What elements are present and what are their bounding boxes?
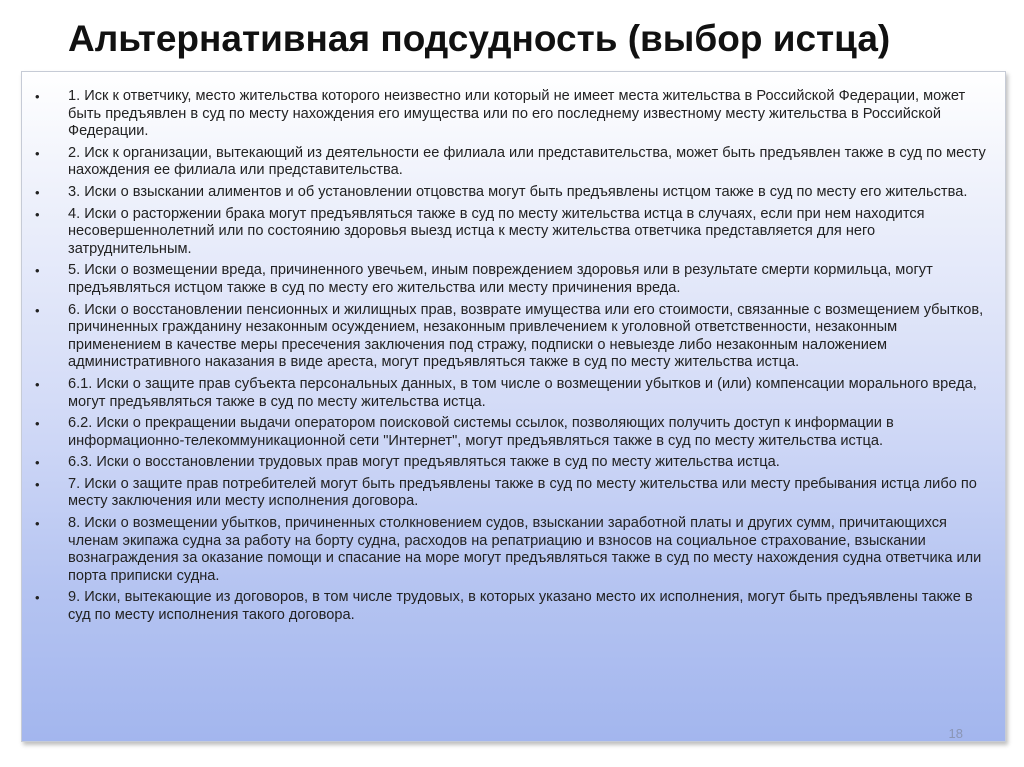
- list-item: [22, 184, 1005, 202]
- list-item-text: 6.1. Иски о защите прав субъекта персональных данных, в том числе о возмещении убытков и (или) компенсации морального вреда, могут предъявляться также в суд по месту жительства истца.: [68, 375, 977, 410]
- bullet-icon: •: [35, 516, 40, 532]
- bullet-icon: •: [35, 263, 40, 279]
- list-item-text: 4. Иски о расторжении брака могут предъявляться также в суд по месту жительства истца в случаях, если при нем находится несовершеннолетний или по состоянию здоровья выезд истца к месту жительства ответчика представляется для него затруднительным.: [68, 205, 925, 257]
- list-item: [22, 88, 1005, 141]
- list-item: [22, 302, 1005, 372]
- bullet-list: [22, 88, 1005, 629]
- list-item-text: 2. Иск к организации, вытекающий из деятельности ее филиала или представительства, может быть предъявлен также в суд по месту нахождения ее филиала или представительства.: [68, 144, 986, 179]
- page-number: 18: [948, 726, 963, 741]
- list-item-text: 6.2. Иски о прекращении выдачи оператором поисковой системы ссылок, позволяющих получить доступ к информации в информационно-телекоммуникационной сети "Интернет", могут предъявляться также в суд по месту жительства истца.: [68, 415, 894, 449]
- list-item-text: 9. Иски, вытекающие из договоров, в том числе трудовых, в которых указано место их исполнения, могут быть предъявлены также в суд по месту исполнения такого договора.: [68, 589, 973, 624]
- list-item-text: 1. Иск к ответчику, место жительства которого неизвестно или который не имеет места жительства в Российской Федерации, может быть предъявлен в суд по месту нахождения его имущества или по его последнему известному месту жительства в Российской Федерации.: [68, 88, 966, 140]
- content-box: [21, 71, 1006, 742]
- bullet-icon: •: [35, 455, 40, 471]
- list-item-text: 6.3. Иски о восстановлении трудовых прав могут предъявляться также в суд по месту жительства истца.: [68, 454, 780, 471]
- list-item: [22, 376, 1005, 411]
- bullet-icon: •: [35, 376, 40, 392]
- bullet-icon: •: [35, 206, 40, 222]
- list-item: [22, 589, 1005, 624]
- list-item: [22, 515, 1005, 585]
- list-item-text: 5. Иски о возмещении вреда, причиненного увечьем, иным повреждением здоровья или в результате смерти кормильца, могут предъявляться истцом также в суд по месту его жительства или месту причинения вреда.: [68, 262, 933, 296]
- list-item: [22, 145, 1005, 180]
- bullet-icon: •: [35, 476, 40, 492]
- list-item-text: 3. Иски о взыскании алиментов и об установлении отцовства могут быть предъявлены истцом также в суд по месту его жительства.: [68, 183, 968, 200]
- bullet-icon: •: [35, 89, 40, 104]
- bullet-icon: •: [35, 416, 40, 432]
- bullet-icon: •: [35, 184, 40, 200]
- list-item: [22, 476, 1005, 511]
- list-item: [22, 415, 1005, 450]
- list-item: [22, 262, 1005, 297]
- bullet-icon: •: [35, 145, 40, 161]
- list-item: [22, 454, 1005, 472]
- list-item: [22, 206, 1005, 259]
- list-item-text: 7. Иски о защите прав потребителей могут быть предъявлены также в суд по месту жительства или месту пребывания истца либо по месту заключения или месту исполнения договора.: [68, 475, 977, 510]
- list-item-text: 8. Иски о возмещении убытков, причиненных столкновением судов, взыскании заработной платы и других сумм, причитающихся членам экипажа судна за работу на борту судна, расходов на репатриацию и взносов на социальное страхование, взыскании вознаграждения за оказание помощи и спасание на море могут предъявляться также в суд по месту нахождения судна ответчика или порта приписки судна.: [68, 515, 982, 584]
- bullet-icon: •: [35, 302, 40, 318]
- list-item-text: 6. Иски о восстановлении пенсионных и жилищных прав, возврате имущества или его стоимости, связанные с возмещением убытков, причиненных гражданину незаконным осуждением, незаконным привлечением к уголовной ответственности, незаконным применением в качестве меры пресечения заключения под стражу, подписки о невыезде либо незаконным наложением административного наказания в виде ареста, могут предъявляться также в суд по месту жительства истца.: [68, 301, 984, 371]
- bullet-icon: •: [35, 590, 40, 606]
- slide-title: Альтернативная подсудность (выбор истца): [68, 18, 891, 59]
